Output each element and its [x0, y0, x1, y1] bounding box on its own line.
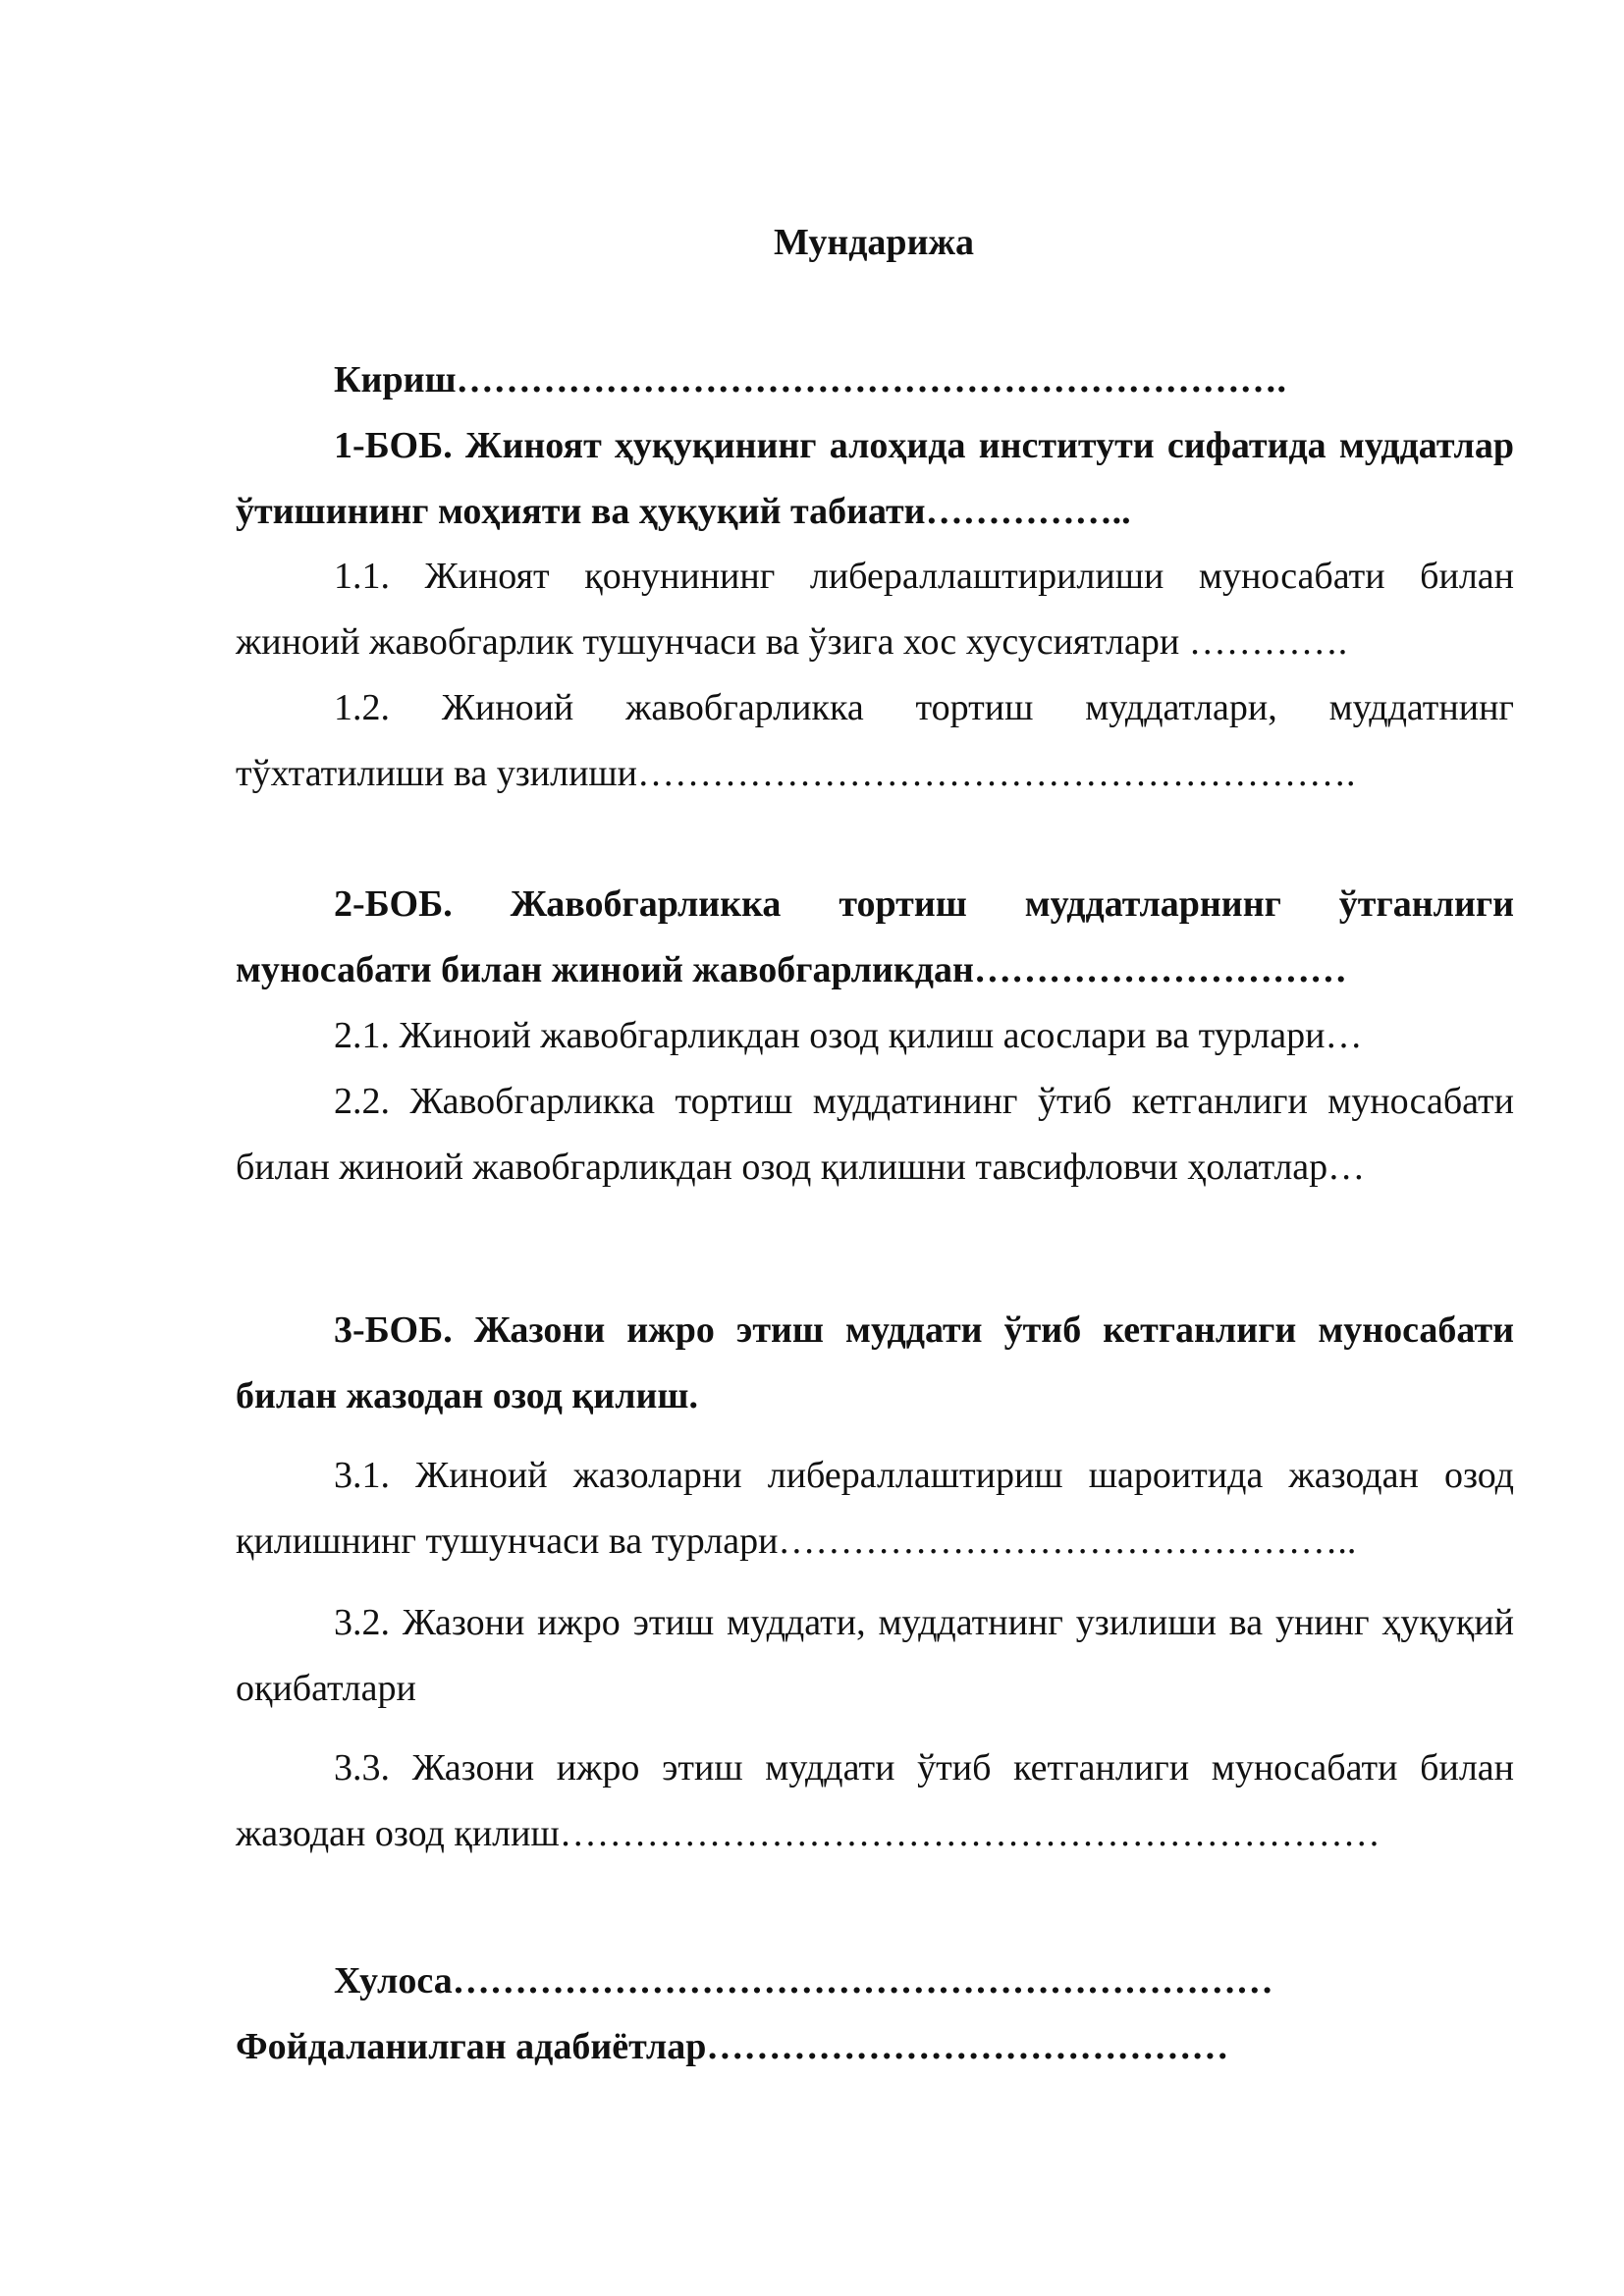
- toc-chapter-3: 3-БОБ. Жазони ижро этиш муддати ўтиб кетганлиги муносабати билан жазодан озод қилиш.: [236, 1309, 1514, 1416]
- toc-section-1-1: 1.1. Жиноят қонунининг либераллаштирилиши муносабати билан жиноий жавобгарлик тушунчаси ва ўзига хос хусусиятлари ………….: [236, 556, 1514, 663]
- toc-item-conclusion: Хулоса…………………………………………………………: [334, 1960, 1273, 2002]
- toc-section-3-3: 3.3. Жазони ижро этиш муддати ўтиб кетганлиги муносабати билан жазодан озод қилиш…………………………………………………………: [236, 1747, 1514, 1854]
- toc-item-references: Фойдаланилган адабиётлар……………………………………: [236, 2026, 1229, 2067]
- toc-section-3-1: 3.1. Жиноий жазоларни либераллаштириш шароитида жазодан озод қилишнинг тушунчаси ва турлари………………………………………..: [236, 1455, 1514, 1562]
- toc-section-1-2: 1.2. Жиноий жавобгарликка тортиш муддатлари, муддатнинг тўхтатилиши ва узилиши………………………………………………….: [236, 687, 1514, 794]
- toc-chapter-2: 2-БОБ. Жавобгарликка тортиш муддатларнинг ўтганлиги муносабати билан жиноий жавобгарликдан…………………………: [236, 883, 1514, 990]
- toc-chapter-1: 1-БОБ. Жиноят ҳуқуқининг алоҳида институти сифатида муддатлар ўтишининг моҳияти ва ҳуқуқий табиати……………..: [236, 425, 1514, 532]
- toc-section-2-1: 2.1. Жиноий жавобгарликдан озод қилиш асослари ва турлари…: [334, 1015, 1363, 1056]
- page-title: Мундарижа: [773, 222, 975, 263]
- toc-section-3-2: 3.2. Жазони ижро этиш муддати, муддатнинг узилиши ва унинг ҳуқуқий оқибатлари: [236, 1602, 1514, 1709]
- toc-section-2-2: 2.2. Жавобгарликка тортиш муддатининг ўтиб кетганлиги муносабати билан жиноий жавобгарликдан озод қилишни тавсифловчи ҳолатлар…: [236, 1081, 1514, 1188]
- toc-item-intro: Кириш………………………………………………………….: [334, 359, 1287, 400]
